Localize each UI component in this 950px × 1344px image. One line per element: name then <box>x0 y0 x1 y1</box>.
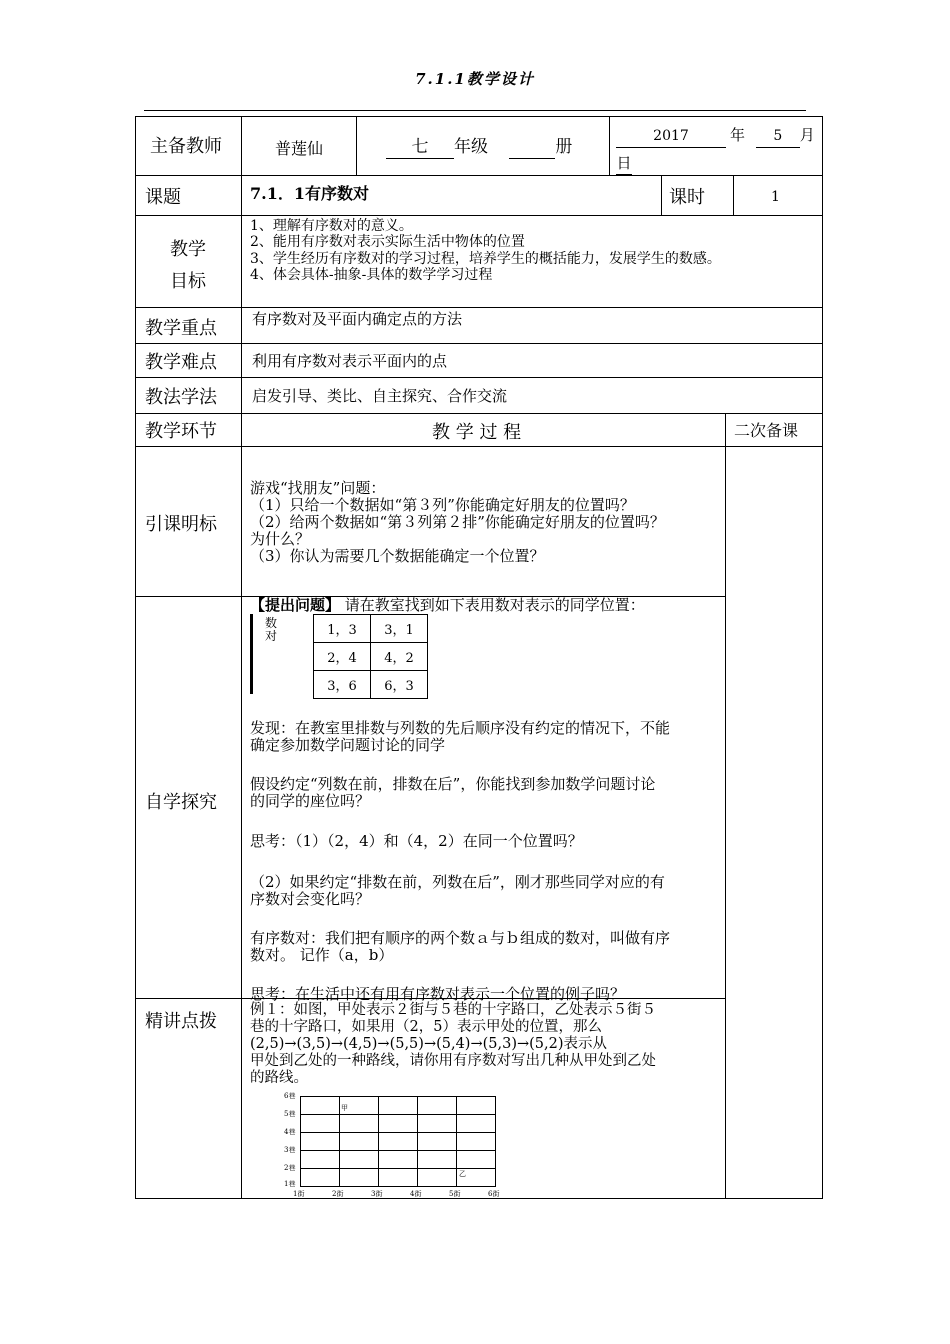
explore-label: 自学探究 <box>145 792 217 813</box>
grid-col-label: 2街 <box>332 1190 344 1198</box>
explore-line: 数对。 记作（a，b） <box>250 946 394 964</box>
teacher-name: 普莲仙 <box>275 139 324 158</box>
seat-table-head: 数 对 <box>265 616 278 643</box>
process-label: 教学环节 <box>145 421 217 442</box>
intro-label: 引课明标 <box>145 514 217 535</box>
grid-row-label: 6巷 <box>284 1092 296 1100</box>
seat-cell: 2，4 <box>314 643 371 671</box>
seat-cell: 1，3 <box>314 615 371 643</box>
explore-line: 思考：在生活中还有用有序数对表示一个位置的例子吗？ <box>250 985 626 1003</box>
lecture-line: 例１：如图，甲处表示２街与５巷的十字路口，乙处表示５街５ <box>250 1002 656 1018</box>
grid-row-label: 2巷 <box>284 1164 296 1172</box>
explore-prompt <box>250 597 645 613</box>
intro-line: 游戏“找朋友”问题： <box>250 479 386 497</box>
grid-row-label: 1巷 <box>284 1180 296 1188</box>
goal-item: 1、理解有序数对的意义。 <box>250 218 413 234</box>
month-label: 月 <box>799 126 815 144</box>
title-rule <box>144 110 806 111</box>
process-title: 教 学 过 程 <box>432 422 522 443</box>
intro-line: （1）只给一个数据如“第３列”你能确定好朋友的位置吗？ <box>250 496 635 514</box>
explore-line: 的同学的座位吗？ <box>250 792 371 810</box>
book-label: 册 <box>555 137 573 157</box>
topic-label: 课题 <box>145 187 181 208</box>
lecture-line: (2,5)→(3,5)→(4,5)→(5,5)→(5,4)→(5,3)→(5,2)表示从 <box>250 1036 608 1052</box>
explore-line: 发现：在教室里排数与列数的先后顺序没有约定的情况下，不能 <box>250 719 671 737</box>
teacher-label: 主备教师 <box>150 136 222 157</box>
topic-value: 7.1．1有序数对 <box>250 184 369 203</box>
lecture-line: 甲处到乙处的一种路线，请你用有序数对写出几种从甲处到乙处 <box>250 1053 656 1069</box>
goal-item: 3、学生经历有序数对的学习过程，培养学生的概括能力，发展学生的数感。 <box>250 251 721 267</box>
goals-label-1: 教学 <box>170 239 206 260</box>
difficulty-value: 利用有序数对表示平面内的点 <box>252 352 448 370</box>
explore-line: （2）如果约定“排数在前，列数在后”，刚才那些同学对应的有 <box>250 873 665 891</box>
key-point-label: 教学重点 <box>145 318 217 339</box>
seat-cell: 3，1 <box>371 615 428 643</box>
review-label: 二次备课 <box>734 421 799 440</box>
year-label: 年 <box>730 126 746 144</box>
goal-item: 4、体会具体-抽象-具体的数学学习过程 <box>250 267 493 283</box>
document-title: 7.1.1教学设计 <box>415 70 535 88</box>
seat-table <box>313 614 428 699</box>
explore-line: 思考：（1）（2，4）和（4，2）在同一个位置吗？ <box>250 832 583 850</box>
difficulty-label: 教学难点 <box>145 352 217 373</box>
seat-cell: 4，2 <box>371 643 428 671</box>
grid-row-label: 5巷 <box>284 1110 296 1118</box>
grid-row-label: 3巷 <box>284 1146 296 1154</box>
lecture-line: 巷的十字路口，如果用（2，5）表示甲处的位置，那么 <box>250 1019 602 1035</box>
intro-line: （2）给两个数据如“第３列第２排”你能确定好朋友的位置吗？ <box>250 513 665 531</box>
hours-label: 课时 <box>669 187 705 208</box>
explore-line: 确定参加数学问题讨论的同学 <box>250 736 446 754</box>
grid-col-label: 4街 <box>410 1190 422 1198</box>
goal-item: 2、能用有序数对表示实际生活中物体的位置 <box>250 234 525 250</box>
grid-col-label: 5街 <box>449 1190 461 1198</box>
prompt-bracket: 【提出问题】 <box>250 596 341 614</box>
explore-line: 假设约定“列数在前，排数在后”，你能找到参加数学问题讨论 <box>250 775 656 793</box>
grid-col-label: 1街 <box>293 1190 305 1198</box>
hours-value: 1 <box>771 189 780 205</box>
year-value: 2017 <box>616 125 726 148</box>
point-a-label: 甲 <box>341 1104 348 1112</box>
intro-line: 为什么？ <box>250 530 311 548</box>
key-point-value: 有序数对及平面内确定点的方法 <box>252 310 463 328</box>
goals-label-2: 目标 <box>170 271 206 292</box>
lecture-label: 精讲点拨 <box>145 1011 217 1032</box>
prompt-text: 请在教室找到如下表用数对表示的同学位置： <box>340 596 645 614</box>
intro-line: （3）你认为需要几个数据能确定一个位置？ <box>250 547 545 565</box>
methods-label: 教法学法 <box>145 387 217 408</box>
grade-value: 七 <box>386 136 454 159</box>
explore-line: 有序数对：我们把有顺序的两个数ａ与ｂ组成的数对，叫做有序 <box>250 929 671 947</box>
seat-cell: 3，6 <box>314 671 371 699</box>
point-b-label: 乙 <box>459 1170 466 1178</box>
grid-row-label: 4巷 <box>284 1128 296 1136</box>
month-value: 5 <box>756 125 800 148</box>
seat-cell: 6，3 <box>371 671 428 699</box>
methods-value: 启发引导、类比、自主探究、合作交流 <box>252 387 508 405</box>
book-blank <box>509 136 555 159</box>
explore-line: 序数对会变化吗？ <box>250 890 371 908</box>
grid-col-label: 6街 <box>488 1190 500 1198</box>
date-field <box>616 124 815 148</box>
day-label: 日 <box>616 152 632 175</box>
lecture-line: 的路线。 <box>250 1070 308 1086</box>
grid-col-label: 3街 <box>371 1190 383 1198</box>
grade-field <box>386 136 572 159</box>
grade-label: 年级 <box>454 137 488 157</box>
